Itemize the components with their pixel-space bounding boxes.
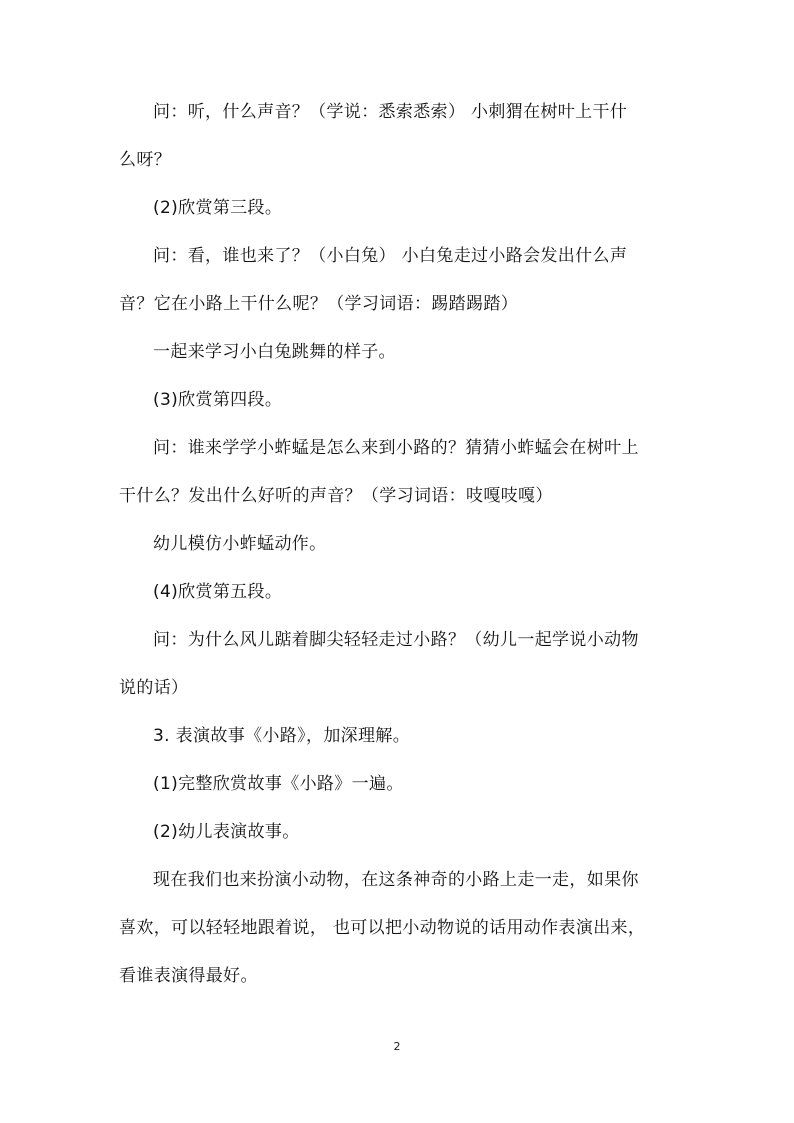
text-line: 问：为什么风儿踮着脚尖轻轻走过小路？（幼儿一起学说小动物 <box>153 630 639 650</box>
text-line: 音？它在小路上干什么呢？（学习词语：踢踏踢踏） <box>119 294 519 314</box>
paragraph <box>119 616 679 712</box>
text-line: (2)欣赏第三段。 <box>153 198 283 218</box>
page-number: 2 <box>393 1040 401 1053</box>
paragraph <box>119 232 679 328</box>
text-line: (4)欣赏第五段。 <box>153 582 283 602</box>
text-line: 说的话） <box>119 678 189 698</box>
text-line: (1)完整欣赏故事《小路》一遍。 <box>153 774 404 794</box>
text-line: 干什么？发出什么好听的声音？（学习词语：吱嘎吱嘎） <box>119 486 553 506</box>
paragraph <box>119 760 679 808</box>
text-line: 现在我们也来扮演小动物，在这条神奇的小路上走一走，如果你 <box>153 870 639 890</box>
text-line: 问：听，什么声音？（学说：悉索悉索） 小刺猬在树叶上干什 <box>153 102 628 122</box>
document-body <box>119 88 679 1000</box>
text-line: 么呀？ <box>119 150 172 170</box>
text-line: 一起来学习小白兔跳舞的样子。 <box>153 342 396 362</box>
text-line: (3)欣赏第四段。 <box>153 390 283 410</box>
paragraph <box>119 424 679 520</box>
text-line: 喜欢，可以轻轻地跟着说， 也可以把小动物说的话用动作表演出来， <box>119 918 646 938</box>
text-line: 3. 表演故事《小路》，加深理解。 <box>153 726 411 746</box>
paragraph <box>119 856 679 1000</box>
paragraph <box>119 328 679 376</box>
paragraph <box>119 808 679 856</box>
text-line: 幼儿模仿小蚱蜢动作。 <box>153 534 327 554</box>
paragraph <box>119 568 679 616</box>
paragraph <box>119 88 679 184</box>
text-line: 看谁表演得最好。 <box>119 966 258 986</box>
paragraph <box>119 712 679 760</box>
paragraph <box>119 184 679 232</box>
text-line: (2)幼儿表演故事。 <box>153 822 300 842</box>
text-line: 问：看，谁也来了？（小白兔） 小白兔走过小路会发出什么声 <box>153 246 628 266</box>
paragraph <box>119 520 679 568</box>
paragraph <box>119 376 679 424</box>
text-line: 问：谁来学学小蚱蜢是怎么来到小路的？猜猜小蚱蜢会在树叶上 <box>153 438 639 458</box>
